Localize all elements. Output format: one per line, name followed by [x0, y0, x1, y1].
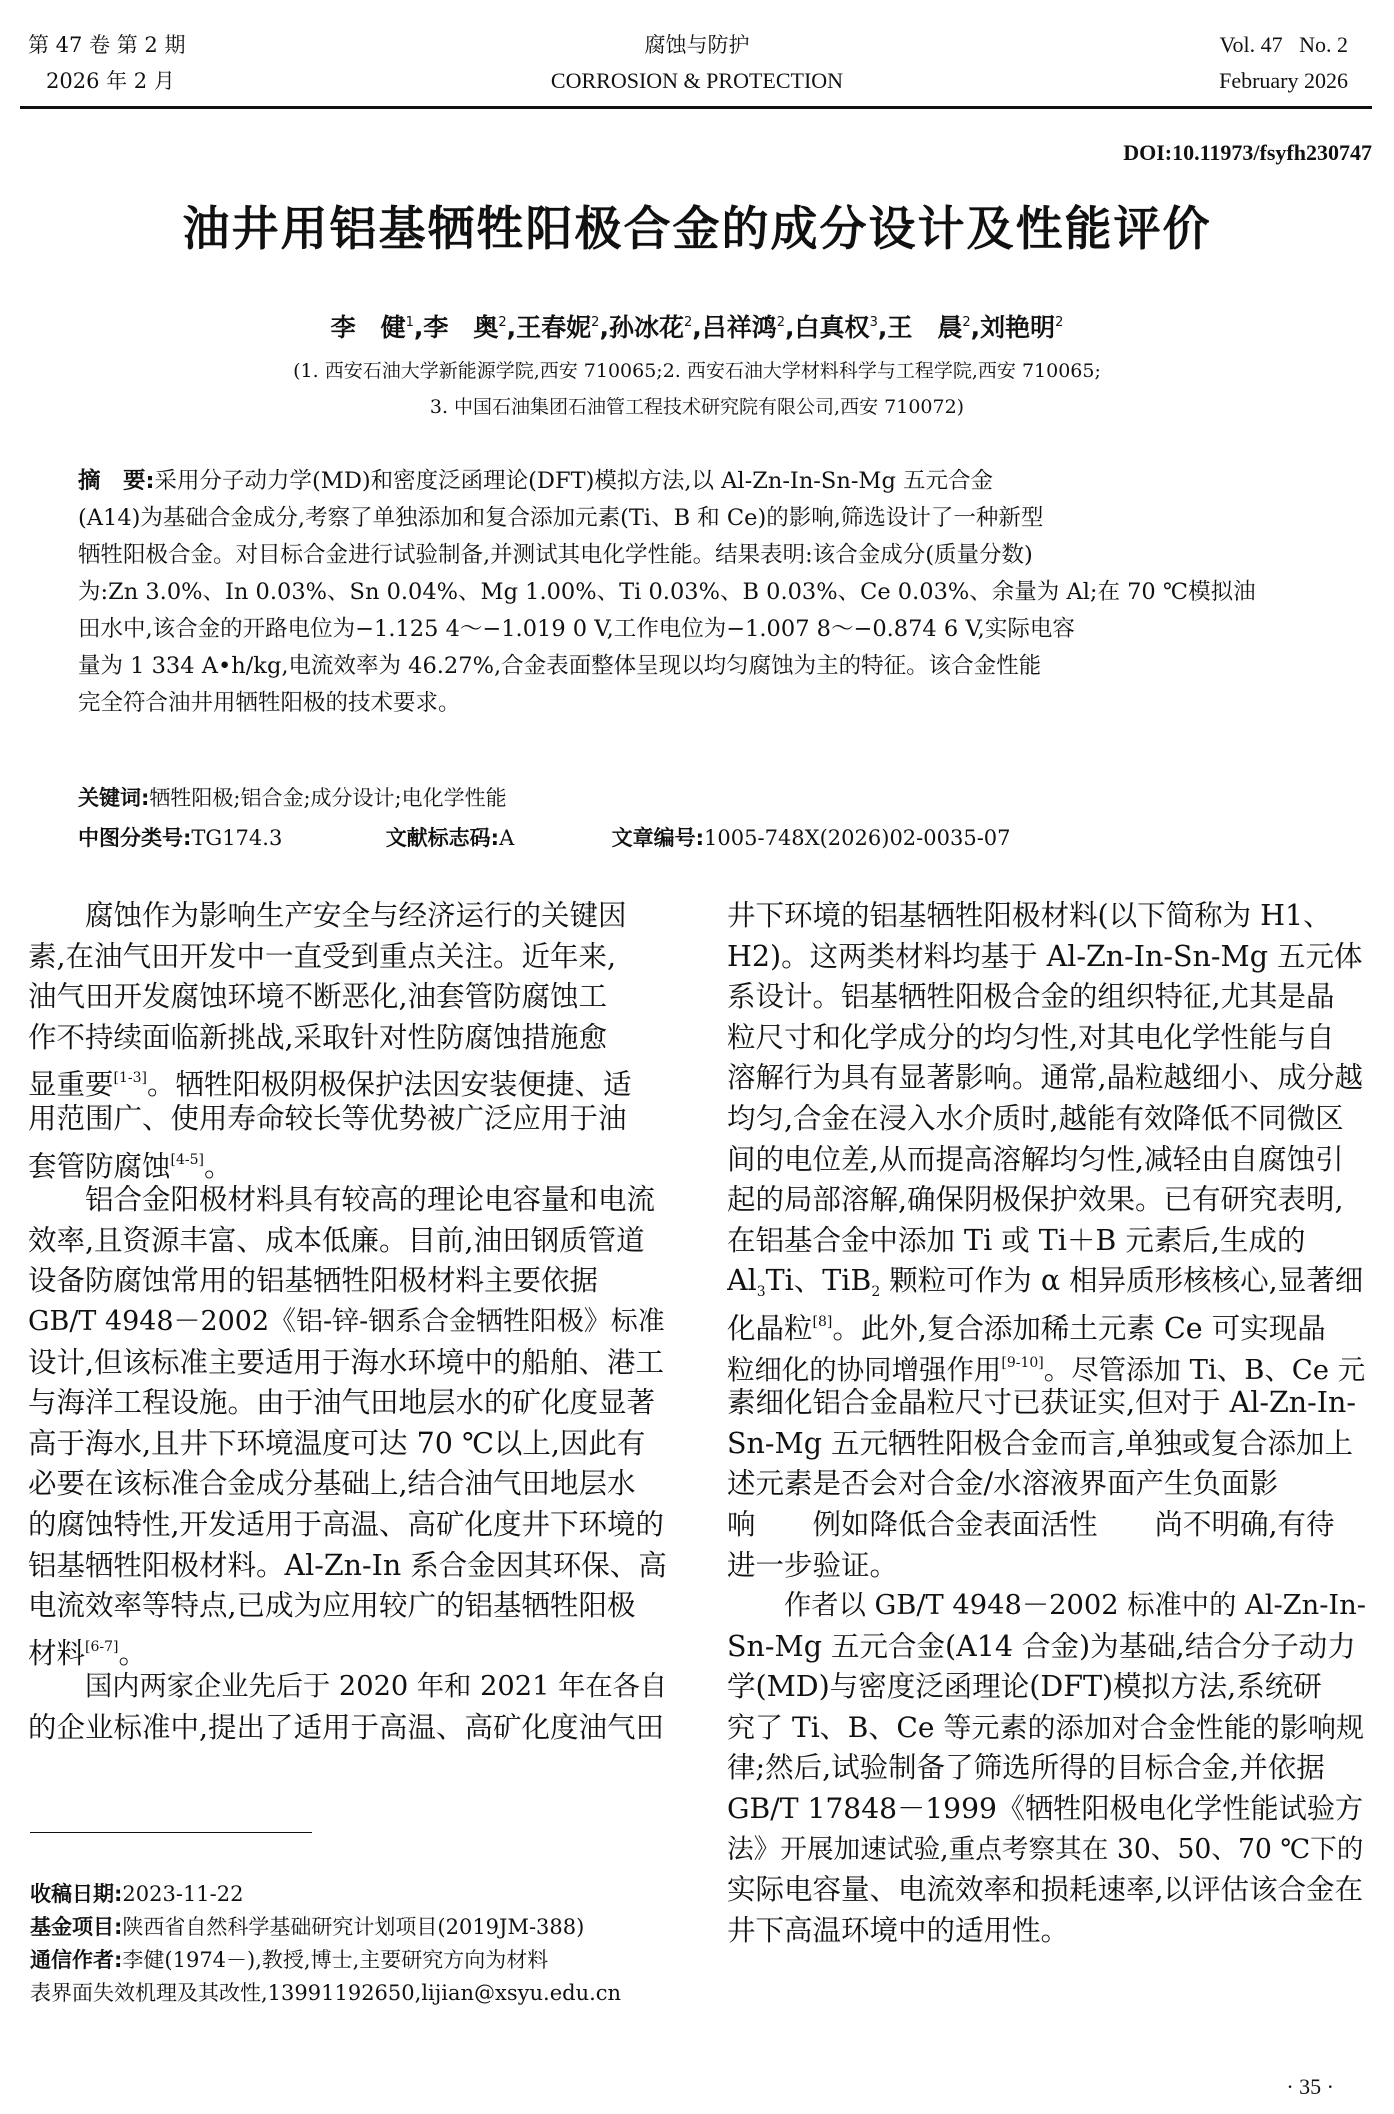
- body-line: [28, 1546, 668, 1587]
- keywords: [78, 782, 1328, 812]
- body-line: [28, 1424, 668, 1465]
- body-line: [28, 1018, 668, 1059]
- body-text: GB/T 17848－1999《牺牲阳极电化学性能试验方: [727, 1792, 1364, 1826]
- author-affiliation-mark: 1: [405, 315, 414, 330]
- author-affiliation-mark: 3: [869, 315, 878, 330]
- article-number-label: 文章编号:: [611, 826, 705, 850]
- body-line: [727, 1546, 1367, 1587]
- body-line: [727, 1667, 1367, 1708]
- body-line: [727, 896, 1367, 937]
- footnote-fund: [30, 1911, 584, 1944]
- body-text: 国内两家企业先后于 2020 年和 2021 年在各自: [85, 1671, 668, 1703]
- author: [795, 313, 878, 342]
- body-line: [28, 937, 668, 978]
- body-line: [727, 1140, 1367, 1181]
- body-text: H2)。这两类材料均基于 Al-Zn-In-Sn-Mg 五元体: [727, 939, 1363, 973]
- author-name: 白真权: [794, 313, 870, 342]
- body-line: [28, 1058, 668, 1099]
- author-separator: ,: [877, 313, 888, 342]
- body-text: 设计,但该标准主要适用于海水环境中的船舶、港工: [28, 1345, 665, 1379]
- footnote-label: 基金项目:: [30, 1915, 123, 1939]
- abstract-text: 采用分子动力学(MD)和密度泛函理论(DFT)模拟方法,以 Al-Zn-In-Sn-Mg 五元合金: [154, 468, 994, 494]
- abstract-line: [78, 463, 1323, 500]
- footnote-value: 李健(1974－),教授,博士,主要研究方向为材料: [122, 1948, 549, 1972]
- author: [980, 313, 1063, 342]
- body-line: [28, 1140, 668, 1181]
- keywords-value: 牺牲阳极;铝合金;成分设计;电化学性能: [149, 786, 507, 810]
- citation-ref: [8]: [812, 1313, 833, 1330]
- doc-code-label: 文献标志码:: [385, 826, 500, 850]
- author: [423, 313, 506, 342]
- body-text: 粒细化的协同增强作用: [727, 1354, 1002, 1384]
- author: [887, 313, 970, 342]
- footnote-value: 表界面失效机理及其改性,13991192650,lijian@xsyu.edu.cn: [30, 1981, 622, 2005]
- body-line: [28, 1505, 668, 1546]
- body-line: [727, 1261, 1367, 1302]
- left-column: [28, 896, 668, 1748]
- body-line: [727, 1221, 1367, 1262]
- author-separator: ,: [692, 313, 702, 342]
- body-text: 响 例如降低合金表面活性 尚不明确,有待: [727, 1507, 1335, 1541]
- abstract-line: 田水中,该合金的开路电位为−1.125 4～−1.019 0 V,工作电位为−1.007 8～−0.874 6 V,实际电容: [78, 616, 1075, 642]
- body-text: 素,在油气田开发中一直受到重点关注。近年来,: [28, 939, 617, 973]
- body-line: [727, 1464, 1367, 1505]
- body-line: [28, 977, 668, 1018]
- body-text: 井下高温环境中的适用性。: [727, 1913, 1070, 1947]
- body-line: [727, 1748, 1367, 1789]
- header-journal-cn: 腐蚀与防护: [644, 33, 750, 57]
- abstract: [78, 463, 1323, 722]
- subscript: 2: [871, 1284, 881, 1301]
- author-affiliation-mark: 2: [962, 315, 971, 330]
- body-text: 究了 Ti、B、Ce 等元素的添加对合金性能的影响规: [727, 1710, 1365, 1744]
- footnote-label: 收稿日期:: [30, 1882, 123, 1906]
- paper-title: 油井用铝基牺牲阳极合金的成分设计及性能评价: [182, 202, 1212, 257]
- citation-ref: [1-3]: [113, 1070, 147, 1087]
- classification-row: [78, 822, 1328, 852]
- author-name: 王 晨: [887, 313, 963, 342]
- footnote-label: 通信作者:: [30, 1948, 123, 1972]
- body-text: 化晶粒: [727, 1311, 813, 1343]
- footnote-rule: [30, 1832, 312, 1833]
- body-line: [28, 1383, 668, 1424]
- body-text: 效率,且资源丰富、成本低廉。目前,油田钢质管道: [28, 1223, 645, 1257]
- author: [702, 313, 785, 342]
- affiliation-line-2: 3. 中国石油集团石油管工程技术研究院有限公司,西安 710072): [429, 396, 965, 418]
- abstract-line: 为:Zn 3.0%、In 0.03%、Sn 0.04%、Mg 1.00%、Ti 0.03%、B 0.03%、Ce 0.03%、余量为 Al;在 70 ℃模拟油: [78, 579, 1256, 605]
- clc-value: TG174.3: [191, 826, 283, 850]
- body-line: [727, 1343, 1367, 1384]
- body-text: 用范围广、使用寿命较长等优势被广泛应用于油: [28, 1101, 627, 1135]
- body-text: 。: [118, 1636, 147, 1668]
- body-text: 。牺牲阳极阴极保护法因安装便捷、适: [146, 1068, 632, 1099]
- body-text: 显重要: [28, 1068, 114, 1099]
- header-volume-issue-en: Vol. 47 No. 2: [1219, 32, 1348, 57]
- body-text: 进一步验证。: [727, 1548, 899, 1582]
- body-line: [28, 1627, 668, 1668]
- body-line: [727, 1830, 1367, 1871]
- body-text: 素细化铝合金晶粒尺寸已获证实,但对于 Al-Zn-In-: [727, 1386, 1356, 1420]
- body-text: Al: [727, 1264, 757, 1298]
- body-text: 述元素是否会对合金/水溶液界面产生负面影: [727, 1467, 1279, 1501]
- author: [331, 313, 414, 342]
- body-text: 起的局部溶解,确保阴极保护效果。已有研究表明,: [727, 1183, 1344, 1217]
- author-separator: ,: [970, 313, 981, 342]
- abstract-line: (A14)为基础合金成分,考察了单独添加和复合添加元素(Ti、B 和 Ce)的影响,筛选设计了一种新型: [78, 505, 1044, 531]
- body-text: 。尽管添加 Ti、B、Ce 元: [1043, 1354, 1366, 1384]
- author-name: 李 奥: [423, 313, 499, 342]
- abstract-line: 量为 1 334 A•h/kg,电流效率为 46.27%,合金表面整体呈现以均匀腐蚀为主的特征。该合金性能: [78, 653, 1042, 679]
- body-line: [28, 1464, 668, 1505]
- citation-ref: [6-7]: [85, 1638, 119, 1655]
- body-line: [28, 1708, 668, 1749]
- body-text: GB/T 4948－2002《铝-锌-铟系合金牺牲阳极》标准: [28, 1305, 665, 1337]
- body-text: 铝基牺牲阳极材料。Al-Zn-In 系合金因其环保、高: [28, 1548, 667, 1582]
- body-text: 材料: [28, 1636, 86, 1668]
- body-text: 。: [203, 1149, 233, 1181]
- body-text: 颗粒可作为 α 相异质形核核心,显著细: [880, 1264, 1364, 1298]
- body-text: 在铝基合金中添加 Ti 或 Ti＋B 元素后,生成的: [727, 1223, 1306, 1257]
- body-line: [28, 1667, 668, 1708]
- body-text: 实际电容量、电流效率和损耗速率,以评估该合金在: [727, 1873, 1364, 1907]
- author-separator: ,: [785, 313, 795, 342]
- body-text: 油气田开发腐蚀环境不断恶化,油套管防腐蚀工: [28, 980, 608, 1014]
- body-line: [727, 1058, 1367, 1099]
- body-text: 高于海水,且井下环境温度可达 70 ℃以上,因此有: [28, 1426, 646, 1460]
- body-line: [727, 1505, 1367, 1546]
- footnote-author: [30, 1944, 548, 1977]
- footnote-value: 2023-11-22: [122, 1882, 244, 1906]
- author-name: 吕祥鸿: [701, 313, 777, 342]
- body-line: [28, 1343, 668, 1384]
- body-line: [727, 977, 1367, 1018]
- header-date-cn: 2026 年 2 月: [46, 69, 175, 93]
- body-text: Sn-Mg 五元合金(A14 合金)为基础,结合分子动力: [727, 1629, 1356, 1663]
- body-text: 铝合金阳极材料具有较高的理论电容量和电流: [85, 1183, 656, 1217]
- author-separator: ,: [599, 313, 609, 342]
- right-column: [727, 896, 1367, 1951]
- body-line: [727, 1099, 1367, 1140]
- body-line: [727, 1870, 1367, 1911]
- author-list: [0, 308, 1394, 344]
- abstract-line: 完全符合油井用牺牲阳极的技术要求。: [78, 690, 461, 716]
- footnote-value: 陕西省自然科学基础研究计划项目(2019JM-388): [122, 1915, 585, 1939]
- body-text: 电流效率等特点,已成为应用较广的铝基牺牲阳极: [28, 1589, 636, 1623]
- footnote-received: [30, 1878, 243, 1911]
- body-text: 的企业标准中,提出了适用于高温、高矿化度油气田: [28, 1710, 665, 1744]
- body-text: 溶解行为具有显著影响。通常,晶粒越细小、成分越: [727, 1061, 1364, 1095]
- body-text: 必要在该标准合金成分基础上,结合油气田地层水: [28, 1467, 636, 1501]
- body-text: Sn-Mg 五元牺牲阳极合金而言,单独或复合添加上: [727, 1426, 1354, 1460]
- body-line: [28, 896, 668, 937]
- article-number-value: 1005-748X(2026)02-0035-07: [704, 826, 1011, 850]
- body-text: 套管防腐蚀: [28, 1149, 171, 1181]
- header-volume-issue-cn: 第 47 卷 第 2 期: [28, 33, 186, 57]
- body-line: [28, 1302, 668, 1343]
- subscript: 3: [756, 1284, 766, 1301]
- body-line: [727, 937, 1367, 978]
- header-journal-en: CORROSION & PROTECTION: [550, 68, 844, 93]
- header-rule: [20, 106, 1372, 109]
- body-line: [727, 1018, 1367, 1059]
- body-text: 与海洋工程设施。由于油气田地层水的矿化度显著: [28, 1386, 656, 1420]
- page-number: · 35 ·: [1286, 2074, 1334, 2099]
- author-name: 孙冰花: [608, 313, 684, 342]
- author-name: 王春妮: [516, 313, 592, 342]
- body-text: 作不持续面临新挑战,采取针对性防腐蚀措施愈: [28, 1020, 608, 1054]
- header-date-en: February 2026: [1219, 68, 1348, 93]
- author-affiliation-mark: 2: [498, 315, 507, 330]
- clc-label: 中图分类号:: [78, 826, 192, 850]
- citation-ref: [4-5]: [170, 1151, 204, 1168]
- body-line: [727, 1789, 1367, 1830]
- body-line: [727, 1302, 1367, 1343]
- body-line: [727, 1424, 1367, 1465]
- body-text: 学(MD)与密度泛函理论(DFT)模拟方法,系统研: [727, 1670, 1322, 1704]
- body-text: 设备防腐蚀常用的铝基牺牲阳极材料主要依据: [28, 1264, 599, 1298]
- author-affiliation-mark: 2: [591, 315, 600, 330]
- body-line: [727, 1911, 1367, 1952]
- body-text: Ti、TiB: [765, 1264, 872, 1298]
- keywords-label: 关键词:: [78, 786, 150, 810]
- author: [516, 313, 599, 342]
- author-affiliation-mark: 2: [1055, 315, 1064, 330]
- body-text: 粒尺寸和化学成分的均匀性,对其电化学性能与自: [727, 1020, 1335, 1054]
- body-line: [727, 1383, 1367, 1424]
- abstract-label: 摘 要:: [78, 468, 155, 494]
- body-line: [28, 1099, 668, 1140]
- body-line: [727, 1708, 1367, 1749]
- doc-code-value: A: [499, 826, 515, 850]
- author-name: 刘艳明: [980, 313, 1056, 342]
- body-line: [28, 1221, 668, 1262]
- abstract-line: 牺牲阳极合金。对目标合金进行试验制备,并测试其电化学性能。结果表明:该合金成分(质量分数): [78, 542, 1033, 568]
- body-text: 律;然后,试验制备了筛选所得的目标合金,并依据: [727, 1751, 1325, 1785]
- doi: DOI:10.11973/fsyfh230747: [1123, 140, 1372, 165]
- footnote-author-cont: [30, 1977, 621, 2010]
- body-line: [28, 1180, 668, 1221]
- body-line: [727, 1627, 1367, 1668]
- author-separator: ,: [413, 313, 424, 342]
- body-text: 的腐蚀特性,开发适用于高温、高矿化度井下环境的: [28, 1507, 665, 1541]
- body-text: 均匀,合金在浸入水介质时,越能有效降低不同微区: [727, 1101, 1344, 1135]
- author: [609, 313, 692, 342]
- body-text: 作者以 GB/T 4948－2002 标准中的 Al-Zn-In-: [784, 1590, 1366, 1622]
- body-text: 系设计。铝基牺牲阳极合金的组织特征,尤其是晶: [727, 980, 1335, 1014]
- body-text: 井下环境的铝基牺牲阳极材料(以下简称为 H1、: [727, 899, 1332, 932]
- body-text: 腐蚀作为影响生产安全与经济运行的关键因: [85, 899, 627, 932]
- body-line: [28, 1261, 668, 1302]
- body-text: 。此外,复合添加稀土元素 Ce 可实现晶: [832, 1311, 1326, 1343]
- body-line: [727, 1180, 1367, 1221]
- body-line: [28, 1586, 668, 1627]
- author-affiliation-mark: 2: [776, 315, 786, 330]
- author-affiliation-mark: 2: [683, 315, 693, 330]
- author-name: 李 健: [330, 313, 406, 342]
- author-separator: ,: [506, 313, 517, 342]
- body-line: [727, 1586, 1367, 1627]
- body-text: 法》开展加速试验,重点考察其在 30、50、70 ℃下的: [727, 1833, 1364, 1865]
- body-text: 间的电位差,从而提高溶解均匀性,减轻由自腐蚀引: [727, 1142, 1344, 1176]
- citation-ref: [9-10]: [1001, 1354, 1044, 1371]
- affiliation-line-1: (1. 西安石油大学新能源学院,西安 710065;2. 西安石油大学材料科学与工程学院,西安 710065;: [293, 360, 1101, 382]
